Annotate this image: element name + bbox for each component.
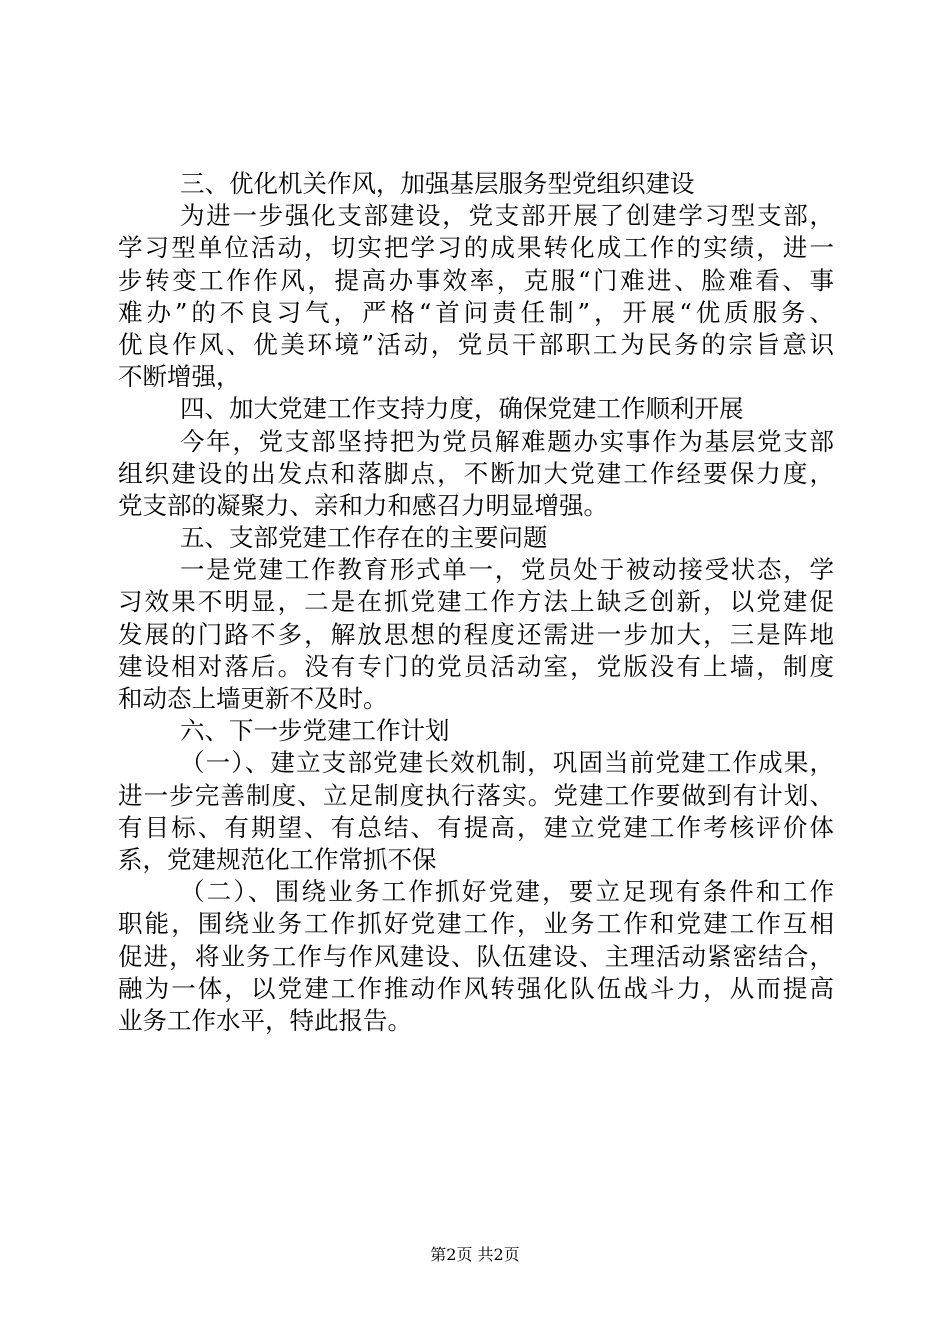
text-line: 发展的门路不多，解放思想的程度还需进一步加大，三是阵地 — [118, 619, 834, 649]
text-line: 系，党建规范化工作常抓不保 — [118, 844, 437, 874]
text-line: 和动态上墙更新不及时。 — [118, 684, 388, 713]
text-line: 业务工作水平，特此报告。 — [118, 1005, 412, 1035]
text-line: 三、优化机关作风，加强基层服务型党组织建设 — [180, 169, 695, 198]
text-line: 优良作风、优美环境”活动，党员干部职工为民务的宗旨意识 — [118, 329, 834, 359]
page-number-footer: 第2页 共2页 — [430, 1245, 520, 1264]
text-line: 为进一步强化支部建设，党支部开展了创建学习型支部， — [180, 201, 834, 231]
text-line: 四、加大党建工作支持力度，确保党建工作顺利开展 — [180, 394, 744, 424]
text-line: 六、下一步党建工作计划 — [180, 716, 450, 746]
text-line: 难办”的不良习气，严格“首问责任制”，开展“优质服务、 — [118, 297, 834, 327]
text-line: 一是党建工作教育形式单一，党员处于被动接受状态，学 — [180, 555, 834, 585]
text-line: 党支部的凝聚力、亲和力和感召力明显增强。 — [118, 490, 608, 520]
document-body — [118, 168, 834, 1037]
text-line: 建设相对落后。没有专门的党员活动室，党版没有上墙，制度 — [118, 651, 834, 681]
text-line: 融为一体，以党建工作推动作风转强化队伍战斗力，从而提高 — [118, 973, 834, 1003]
text-line: 习效果不明显，二是在抓党建工作方法上缺乏创新，以党建促 — [118, 587, 834, 617]
text-line: （二）、围绕业务工作抓好党建，要立足现有条件和工作 — [180, 877, 834, 907]
text-line: 组织建设的出发点和落脚点，不断加大党建工作经要保力度， — [118, 458, 834, 488]
text-line: 职能，围绕业务工作抓好党建工作，业务工作和党建工作互相 — [118, 909, 834, 939]
text-line: （一）、建立支部党建长效机制，巩固当前党建工作成果， — [180, 748, 834, 778]
text-line: 有目标、有期望、有总结、有提高，建立党建工作考核评价体 — [118, 812, 834, 842]
text-line: 今年，党支部坚持把为党员解难题办实事作为基层党支部 — [180, 426, 834, 456]
text-line: 学习型单位活动，切实把学习的成果转化成工作的实绩，进一 — [118, 233, 834, 263]
text-line: 不断增强， — [118, 362, 241, 392]
text-line: 步转变工作作风，提高办事效率，克服“门难进、脸难看、事 — [118, 265, 834, 295]
text-line: 进一步完善制度、立足制度执行落实。党建工作要做到有计划、 — [118, 780, 834, 810]
text-line: 五、支部党建工作存在的主要问题 — [180, 523, 548, 553]
text-line: 促进，将业务工作与作风建设、队伍建设、主理活动紧密结合， — [118, 941, 834, 971]
